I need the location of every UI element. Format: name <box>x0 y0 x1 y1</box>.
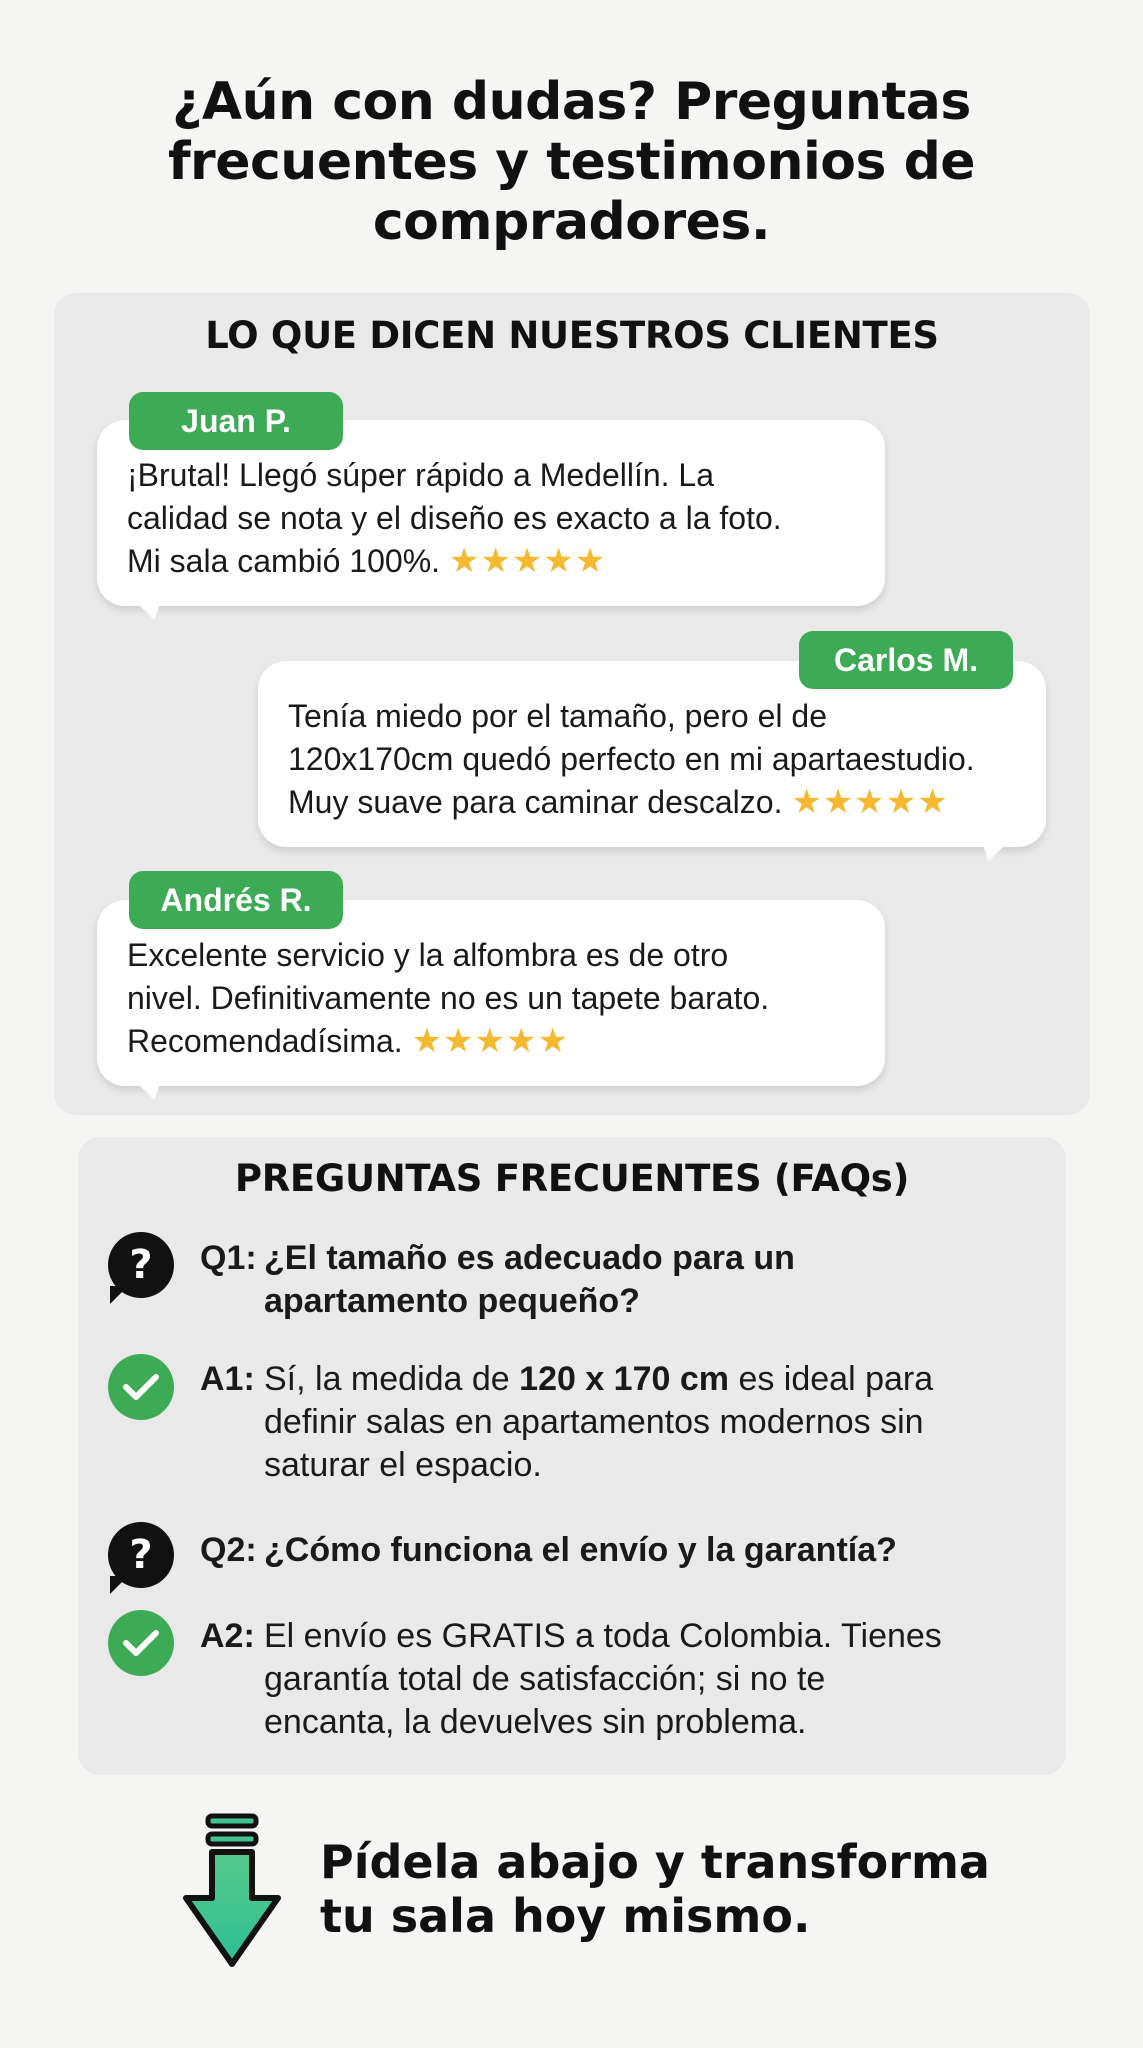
testimonial-3-name-badge: Andrés R. <box>129 871 343 929</box>
faq-a2-line-2: garantía total de satisfacción; si no te <box>264 1660 826 1698</box>
testimonial-1-line-3-wrap <box>127 540 861 583</box>
faq-q1-text <box>264 1237 795 1323</box>
testimonial-1-name-badge: Juan P. <box>129 392 343 450</box>
question-bubble-icon: ? <box>108 1522 174 1588</box>
title-line-1: ¿Aún con dudas? Preguntas <box>172 72 971 132</box>
faq-a1-size-highlight: 120 x 170 cm <box>519 1360 729 1398</box>
testimonial-3-line-2: nivel. Definitivamente no es un tapete barato. <box>127 980 770 1016</box>
faq-heading: PREGUNTAS FRECUENTES (FAQs) <box>234 1157 910 1200</box>
down-arrow-icon <box>180 1812 284 1970</box>
faq-a2-label: A2: <box>200 1617 255 1655</box>
testimonial-3-line-3-wrap <box>127 1020 861 1063</box>
faq-q1-line-1: ¿El tamaño es adecuado para un <box>264 1239 795 1277</box>
testimonial-3-line-3: Recomendadísima. <box>127 1023 403 1059</box>
faq-a1-line-3: saturar el espacio. <box>264 1446 542 1484</box>
check-circle-icon <box>108 1354 174 1420</box>
testimonial-2-line-1: Tenía miedo por el tamaño, pero el de <box>288 698 827 734</box>
faq-a1-line-2: definir salas en apartamentos modernos sin <box>264 1403 924 1441</box>
faq-a1-line-1-pre: Sí, la medida de <box>264 1360 520 1398</box>
faq-a2-line-1: El envío es GRATIS a toda Colombia. Tienes <box>264 1617 942 1655</box>
faq-a1-line-1 <box>264 1358 933 1401</box>
faq-a2-line-3: encanta, la devuelves sin problema. <box>264 1703 807 1741</box>
checkmark-icon <box>122 1628 160 1658</box>
testimonial-2-line-2: 120x170cm quedó perfecto en mi apartaestudio. <box>288 741 975 777</box>
testimonials-heading: LO QUE DICEN NUESTROS CLIENTES <box>205 314 939 357</box>
faq-q1-line-2: apartamento pequeño? <box>264 1282 640 1320</box>
faq-q2-text <box>264 1529 897 1572</box>
star-rating-icon: ★★★★★ <box>411 1022 569 1060</box>
checkmark-icon <box>122 1372 160 1402</box>
star-rating-icon: ★★★★★ <box>448 542 607 580</box>
faq-a1-text <box>264 1358 933 1487</box>
star-rating-icon: ★★★★★ <box>791 783 949 821</box>
testimonial-2-line-3-wrap <box>288 781 1022 824</box>
title-line-2: frecuentes y testimonios de <box>167 132 976 192</box>
cta-line-1: Pídela abajo y transforma <box>320 1835 990 1889</box>
page-title <box>60 72 1083 252</box>
check-circle-icon <box>108 1610 174 1676</box>
faq-q2-label: Q2: <box>200 1531 257 1569</box>
faq-a2-text <box>264 1615 942 1744</box>
testimonial-1-line-1: ¡Brutal! Llegó súper rápido a Medellín. La <box>127 457 715 493</box>
title-line-3: compradores. <box>372 192 771 252</box>
testimonial-1-line-2: calidad se nota y el diseño es exacto a la foto. <box>127 500 782 536</box>
cta-text <box>320 1835 1020 1943</box>
faq-a1-label: A1: <box>200 1360 255 1398</box>
testimonial-2-line-3: Muy suave para caminar descalzo. <box>288 784 783 820</box>
testimonial-3-line-1: Excelente servicio y la alfombra es de otro <box>127 937 729 973</box>
faq-q1-label: Q1: <box>200 1239 257 1277</box>
faq-a1-line-1-post: es ideal para <box>729 1360 934 1398</box>
testimonial-2-name-badge: Carlos M. <box>799 631 1013 689</box>
question-bubble-icon: ? <box>108 1232 174 1298</box>
testimonial-1-line-3: Mi sala cambió 100%. <box>127 543 441 579</box>
cta-line-2: tu sala hoy mismo. <box>320 1889 811 1943</box>
faq-panel <box>78 1137 1066 1775</box>
faq-q2-line-1: ¿Cómo funciona el envío y la garantía? <box>264 1531 897 1569</box>
